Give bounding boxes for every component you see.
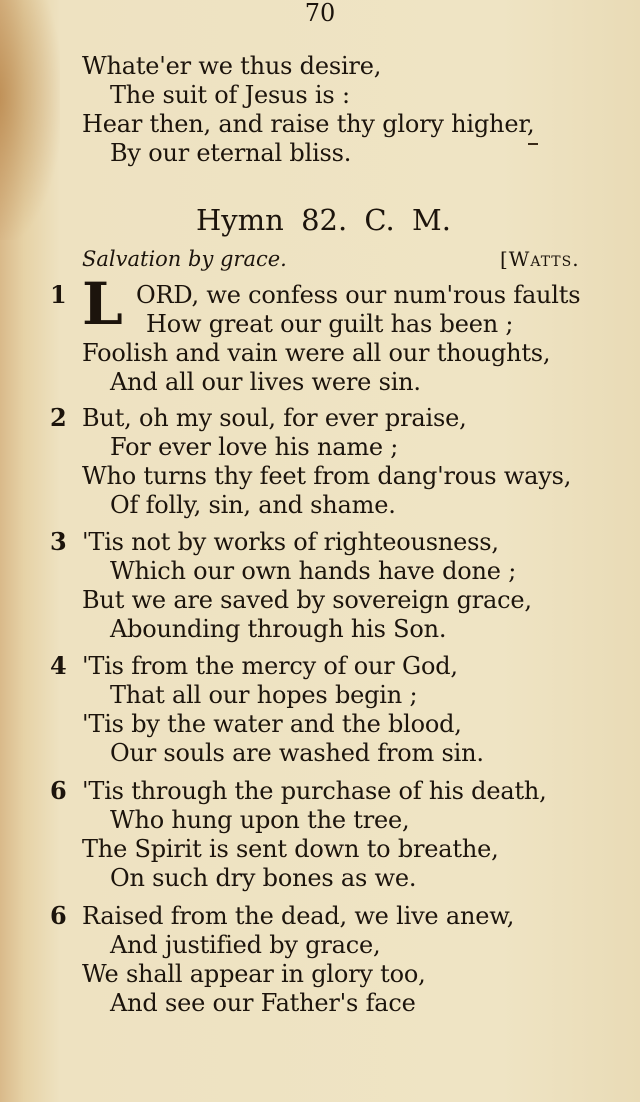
stanza-line: But we are saved by sovereign grace, <box>82 586 532 614</box>
stanza-line: The Spirit is sent down to breathe, <box>82 835 499 863</box>
verse-number: 2 <box>50 403 67 432</box>
hymn-subtitle: Salvation by grace. <box>82 247 287 271</box>
stanza-line: Raised from the dead, we live anew, <box>82 902 515 930</box>
stanza-line: Abounding through his Son. <box>110 615 447 643</box>
verse-number: 6 <box>50 776 67 805</box>
stanza-line: Our souls are washed from sin. <box>110 739 484 767</box>
paper-stain <box>0 0 60 240</box>
stanza-line: But, oh my soul, for ever praise, <box>82 404 467 432</box>
stanza-line: Whate'er we thus desire, <box>82 52 382 80</box>
stanza-line: That all our hopes begin ; <box>110 681 418 709</box>
end-mark <box>528 143 538 145</box>
stanza-line: The suit of Jesus is : <box>110 81 350 109</box>
stanza-line: 'Tis not by works of righteousness, <box>82 528 499 556</box>
verse-number: 3 <box>50 527 67 556</box>
hymn-title: Hymn 82. C. M. <box>196 203 451 237</box>
stanza-line: Foolish and vain were all our thoughts, <box>82 339 551 367</box>
verse-number: 1 <box>50 280 67 309</box>
stanza-line: 'Tis through the purchase of his death, <box>82 777 547 805</box>
stanza-line: Which our own hands have done ; <box>110 557 517 585</box>
stanza-line: Of folly, sin, and shame. <box>110 491 396 519</box>
stanza-line: We shall appear in glory too, <box>82 960 426 988</box>
stanza-line: 'Tis by the water and the blood, <box>82 710 462 738</box>
stanza-line: 'Tis from the mercy of our God, <box>82 652 458 680</box>
stanza-line: How great our guilt has been ; <box>146 310 514 338</box>
stanza-line: And see our Father's face <box>110 989 416 1017</box>
stanza-line: By our eternal bliss. <box>110 139 352 167</box>
hymn-attribution: [Watts. <box>500 247 580 271</box>
stanza-line: Hear then, and raise thy glory higher, <box>82 110 535 138</box>
drop-cap: L <box>82 270 123 338</box>
page-number: 70 <box>304 0 336 27</box>
stanza-line: On such dry bones as we. <box>110 864 417 892</box>
stanza-line: ORD, we confess our num'rous faults <box>136 281 581 309</box>
verse-number: 6 <box>50 901 67 930</box>
stanza-line: Who turns thy feet from dang'rous ways, <box>82 462 572 490</box>
stanza-line: Who hung upon the tree, <box>110 806 410 834</box>
stanza-line: And justified by grace, <box>110 931 381 959</box>
verse-number: 4 <box>50 651 67 680</box>
stanza-line: For ever love his name ; <box>110 433 399 461</box>
stanza-line: And all our lives were sin. <box>110 368 421 396</box>
